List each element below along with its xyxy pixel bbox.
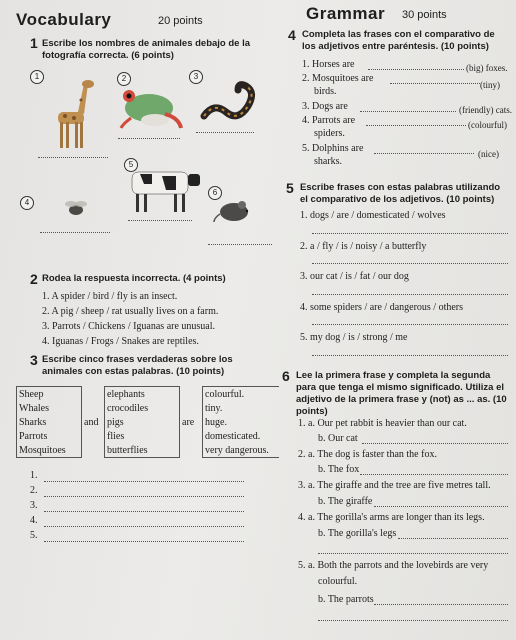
ex3-answer-line-5[interactable] — [44, 541, 244, 542]
col1-word: Sheep — [17, 387, 82, 402]
exercise-4-number: 4 — [288, 27, 296, 43]
are-word: are — [182, 416, 195, 428]
col2-word: flies — [105, 429, 180, 443]
ex4-item-2: 2. Mosquitoes are — [302, 73, 374, 84]
ex6-item-2b: b. The fox — [318, 464, 360, 475]
ex6-item-4b: b. The gorilla's legs — [318, 528, 397, 539]
giraffe-image — [50, 78, 96, 154]
answer-line-5[interactable] — [128, 220, 192, 221]
image-label-3: 3 — [189, 70, 203, 84]
col1-word: Parrots — [17, 429, 82, 443]
ex6-item-3b: b. The giraffe — [318, 496, 373, 507]
col3-word: colourful. — [203, 387, 280, 402]
ex4-hint-4: (colourful) — [468, 120, 507, 130]
ex2-item-4: 4. Iguanas / Frogs / Snakes are reptiles. — [42, 336, 199, 347]
answer-line-1[interactable] — [38, 157, 108, 158]
ex4-item-5: 5. Dolphins are — [302, 143, 364, 154]
exercise-2-instruction: Rodea la respuesta incorrecta. (4 points) — [42, 273, 226, 284]
image-label-2: 2 — [117, 72, 131, 86]
ex3-answer-line-2[interactable] — [44, 496, 244, 497]
grammar-title: Grammar — [306, 4, 386, 23]
ex3-line-number: 2. — [30, 485, 38, 496]
ex6-item-1b: b. Our cat — [318, 433, 358, 444]
col1-word: Sharks — [17, 415, 82, 429]
mouse-image — [212, 198, 258, 224]
col2-word: crocodiles — [105, 401, 180, 415]
ex3-line-number: 5. — [30, 530, 38, 541]
ex6-answer-line-5b[interactable] — [318, 620, 508, 621]
ex4-answer-line-3[interactable] — [360, 111, 456, 112]
ex6-item-5b: b. The parrots — [318, 594, 374, 605]
ex4-hint-3: (friendly) cats. — [459, 105, 512, 115]
ex6-item-5a: 5. a. Both the parrots and the lovebirds are very — [298, 560, 489, 571]
col3-word: huge. — [203, 415, 280, 429]
ex5-answer-line-2[interactable] — [312, 263, 508, 264]
vocabulary-title: Vocabulary — [16, 10, 112, 29]
grammar-points: 30 points — [402, 9, 447, 21]
col3-word: tiny. — [203, 401, 280, 415]
image-label-1: 1 — [30, 70, 44, 84]
ex4-item-2-cont: birds. — [314, 86, 337, 97]
exercise-3-number: 3 — [30, 352, 38, 368]
exercise-4-instruction: Completa las frases con el comparativo de los adjetivos entre paréntesis. (10 points) — [302, 29, 495, 52]
exercise-6-number: 6 — [282, 368, 290, 384]
ex6-item-4a: 4. a. The gorilla's arms are longer than its legs. — [298, 512, 485, 523]
ex6-answer-line-1[interactable] — [362, 443, 508, 444]
col2-word: pigs — [105, 415, 180, 429]
exercise-3-instruction: Escribe cinco frases verdaderas sobre los animales con estas palabras. (10 points) — [42, 354, 233, 377]
ex5-answer-line-5[interactable] — [312, 355, 508, 356]
ex6-answer-line-3[interactable] — [374, 506, 508, 507]
ex5-answer-line-4[interactable] — [312, 324, 508, 325]
frog-image — [115, 84, 185, 130]
exercise-5-instruction: Escribe frases con estas palabras utilizando el comparativo de los adjetivos. (10 points) — [300, 182, 501, 205]
col3-word: domesticated. — [203, 429, 280, 443]
image-label-5: 5 — [124, 158, 138, 172]
ex4-answer-line-1[interactable] — [368, 69, 464, 70]
image-label-4: 4 — [20, 196, 34, 210]
ex3-line-number: 4. — [30, 515, 38, 526]
cow-image — [126, 166, 206, 216]
answer-line-3[interactable] — [196, 132, 254, 133]
answer-line-2[interactable] — [118, 138, 180, 139]
ex3-answer-line-3[interactable] — [44, 511, 244, 512]
exercise-1-instruction: Escribe los nombres de animales debajo de la fotografía correcta. (6 points) — [42, 38, 251, 61]
exercise-2-number: 2 — [30, 271, 38, 287]
ex6-answer-line-5a[interactable] — [374, 604, 508, 605]
ex4-item-1: 1. Horses are — [302, 59, 355, 70]
ex6-item-3a: 3. a. The giraffe and the tree are five metres tall. — [298, 480, 491, 491]
ex4-answer-line-2[interactable] — [390, 83, 480, 84]
ex4-hint-1: (big) foxes. — [466, 63, 508, 73]
ex5-answer-line-1[interactable] — [312, 233, 508, 234]
ex4-answer-line-5[interactable] — [374, 153, 474, 154]
ex4-hint-5: (nice) — [478, 149, 499, 159]
ex5-item-2: 2. a / fly / is / noisy / a butterfly — [300, 241, 427, 252]
col3-word: very dangerous. — [203, 443, 280, 458]
ex6-item-5a-cont: colourful. — [318, 576, 358, 587]
ex4-hint-2: (tiny) — [480, 80, 500, 90]
ex6-item-2a: 2. a. The dog is faster than the fox. — [298, 449, 437, 460]
ex6-answer-line-2[interactable] — [360, 474, 508, 475]
ex2-item-1: 1. A spider / bird / fly is an insect. — [42, 291, 178, 302]
fly-image — [62, 196, 90, 220]
col1-word: Mosquitoes — [17, 443, 82, 458]
col2-word: butterflies — [105, 443, 180, 458]
exercise-6-instruction: Lee la primera frase y completa la segunda para que tenga el mismo significado. Utiliza el adjetivo de la primera frase y (not) as ... as. (10 points) — [296, 370, 507, 417]
ex2-item-2: 2. A pig / sheep / rat usually lives on a farm. — [42, 306, 219, 317]
ex3-line-number: 1. — [30, 470, 38, 481]
exercise-1-number: 1 — [30, 35, 38, 51]
vocabulary-points: 20 points — [158, 15, 203, 27]
ex5-item-1: 1. dogs / are / domesticated / wolves — [300, 210, 446, 221]
ex3-answer-line-4[interactable] — [44, 526, 244, 527]
ex6-answer-line-4b[interactable] — [318, 553, 508, 554]
ex5-item-4: 4. some spiders / are / dangerous / others — [300, 302, 464, 313]
ex5-item-5: 5. my dog / is / strong / me — [300, 332, 408, 343]
ex6-answer-line-4a[interactable] — [398, 538, 508, 539]
col1-word: Whales — [17, 401, 82, 415]
ex3-answer-line-1[interactable] — [44, 481, 244, 482]
ex4-item-4-cont: spiders. — [314, 128, 345, 139]
image-label-6: 6 — [208, 186, 222, 200]
word-table — [16, 386, 279, 458]
ex5-answer-line-3[interactable] — [312, 294, 508, 295]
ex5-item-3: 3. our cat / is / fat / our dog — [300, 271, 409, 282]
snake-image — [196, 76, 260, 126]
col2-word: elephants — [105, 387, 180, 402]
answer-line-6[interactable] — [208, 244, 272, 245]
and-word: and — [84, 416, 99, 428]
ex6-item-1a: 1. a. Our pet rabbit is heavier than our cat. — [298, 418, 467, 429]
ex4-item-4: 4. Parrots are — [302, 115, 356, 126]
ex3-line-number: 3. — [30, 500, 38, 511]
ex4-item-3: 3. Dogs are — [302, 101, 348, 112]
ex4-answer-line-4[interactable] — [366, 125, 466, 126]
ex2-item-3: 3. Parrots / Chickens / Iguanas are unusual. — [42, 321, 216, 332]
answer-line-4[interactable] — [40, 232, 110, 233]
ex4-item-5-cont: sharks. — [314, 156, 343, 167]
exercise-5-number: 5 — [286, 180, 294, 196]
